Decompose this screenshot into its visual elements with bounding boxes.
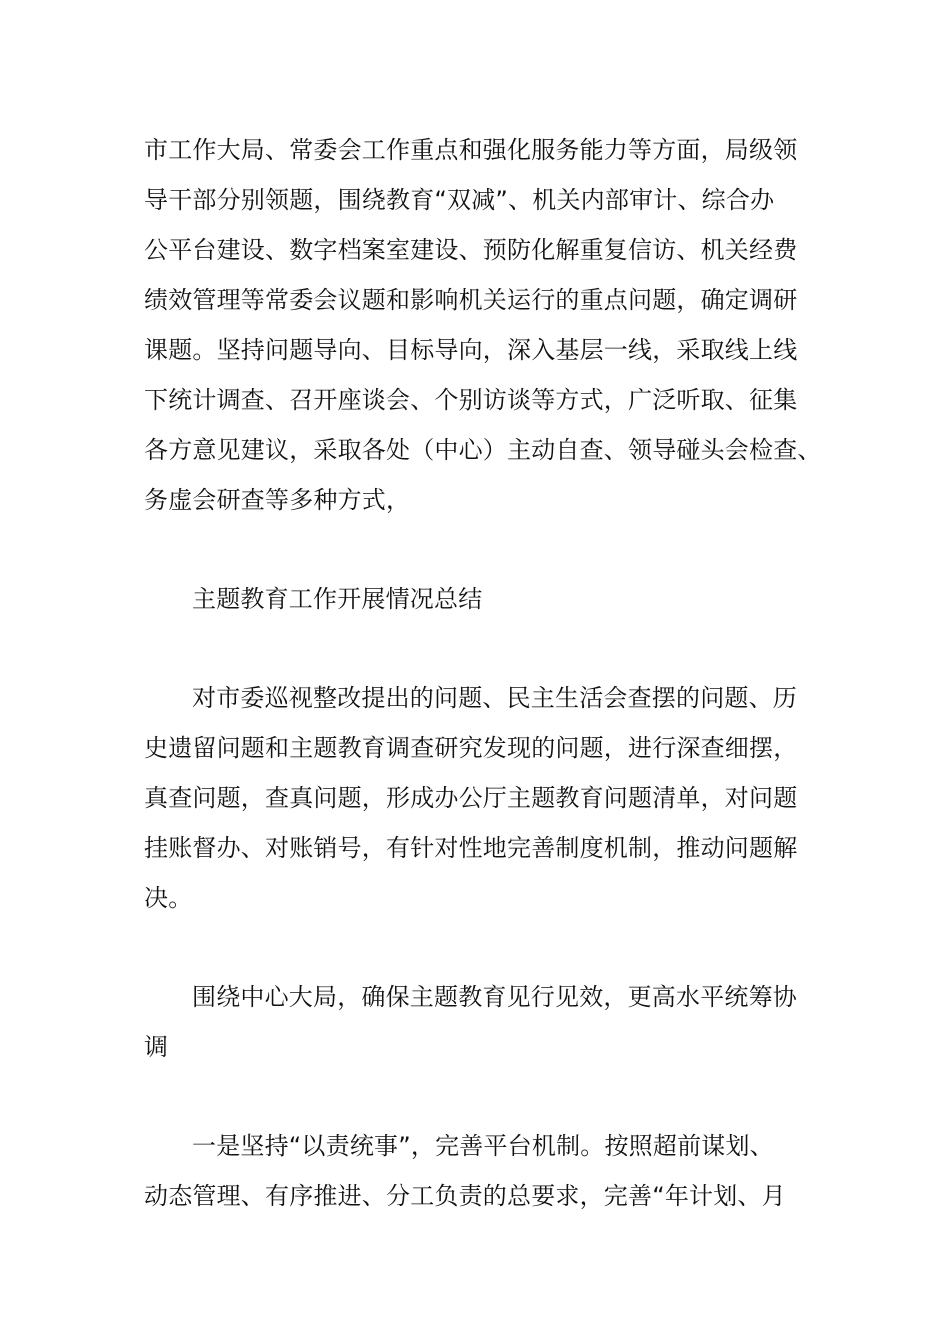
text-line: 真查问题，查真问题，形成办公厅主题教育问题清单，对问题 xyxy=(144,784,798,812)
text-line: 动态管理、有序推进、分工负责的总要求，完善“年计划、月 xyxy=(144,1182,786,1210)
text-line: 公平台建设、数字档案室建设、预防化解重复信访、机关经费 xyxy=(144,236,798,264)
text-line: 围绕中心大局，确保主题教育见行见效，更高水平统筹协 xyxy=(192,983,797,1011)
text-line: 下统计调查、召开座谈会、个别访谈等方式，广泛听取、征集 xyxy=(144,386,798,414)
text-line: 市工作大局、常委会工作重点和强化服务能力等方面，局级领 xyxy=(144,136,798,164)
text-line: 史遗留问题和主题教育调查研究发现的问题，进行深查细摆， xyxy=(144,734,798,762)
text-line: 调 xyxy=(144,1033,169,1061)
text-line: 挂账督办、对账销号，有针对性地完善制度机制，推动问题解 xyxy=(144,834,798,862)
text-line: 对市委巡视整改提出的问题、民主生活会查摆的问题、历 xyxy=(192,684,797,712)
text-line: 决。 xyxy=(144,884,193,912)
text-line: 一是坚持“以责统事”，完善平台机制。按照超前谋划、 xyxy=(192,1132,774,1160)
text-line: 各方意见建议，采取各处（中心）主动自查、领导碰头会检查、 xyxy=(144,436,822,464)
text-line: 务虚会研查等多种方式， xyxy=(144,486,411,514)
heading-text: 主题教育工作开展情况总结 xyxy=(192,585,483,613)
text-line: 导干部分别领题，围绕教育“双减”、机关内部审计、综合办 xyxy=(144,186,775,214)
text-line: 课题。坚持问题导向、目标导向，深入基层一线，采取线上线 xyxy=(144,336,798,364)
text-line: 绩效管理等常委会议题和影响机关运行的重点问题，确定调研 xyxy=(144,286,798,314)
